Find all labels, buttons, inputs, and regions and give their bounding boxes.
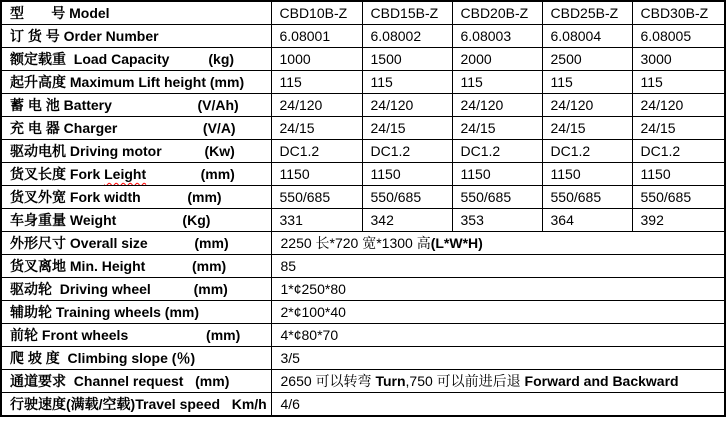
spec-value-cell: 115 <box>362 71 452 94</box>
spec-value-cell: 6.08004 <box>542 25 632 48</box>
table-row <box>1 48 725 71</box>
text-segment: 2250 长*720 宽*1300 高 <box>280 235 431 251</box>
row-label: 辅助轮 Training wheels (mm) <box>1 301 271 324</box>
spec-value-cell: 342 <box>362 209 452 232</box>
row-label: 货叉离地 Min. Height (mm) <box>1 255 271 278</box>
spec-value-cell: DC1.2 <box>271 140 362 163</box>
table-row <box>1 25 725 48</box>
spec-value-cell: 24/15 <box>452 117 542 140</box>
spec-value-cell: 550/685 <box>632 186 725 209</box>
spec-value-cell: 364 <box>542 209 632 232</box>
spec-value-cell: 1150 <box>271 163 362 186</box>
table-row <box>1 347 725 370</box>
text-segment: (mm) <box>146 166 235 182</box>
row-label: 前轮 Front wheels (mm) <box>1 324 271 347</box>
spec-value-cell: CBD25B-Z <box>542 1 632 25</box>
row-label: 外形尺寸 Overall size (mm) <box>1 232 271 255</box>
row-label: 订 货 号 Order Number <box>1 25 271 48</box>
spec-value-cell: 550/685 <box>452 186 542 209</box>
spec-value-cell: 85 <box>271 255 725 278</box>
spec-value-cell: 1150 <box>452 163 542 186</box>
table-row <box>1 393 725 417</box>
spec-value-cell: 1000 <box>271 48 362 71</box>
spec-value-cell: 3000 <box>632 48 725 71</box>
table-row <box>1 140 725 163</box>
spec-value-cell: 1150 <box>362 163 452 186</box>
spec-value-cell: 331 <box>271 209 362 232</box>
table-row <box>1 370 725 393</box>
spec-value-cell: DC1.2 <box>362 140 452 163</box>
spec-value-cell: 1150 <box>632 163 725 186</box>
table-row <box>1 71 725 94</box>
text-segment: 2650 可以转弯 <box>280 373 376 389</box>
spec-value-cell: DC1.2 <box>452 140 542 163</box>
row-label: 型 号 Model <box>1 1 271 25</box>
table-row <box>1 94 725 117</box>
spec-value-cell: 2*¢100*40 <box>271 301 725 324</box>
table-row <box>1 278 725 301</box>
row-label: 充 电 器 Charger (V/A) <box>1 117 271 140</box>
spec-value-cell <box>271 232 725 255</box>
spec-value-cell <box>271 370 725 393</box>
table-row <box>1 324 725 347</box>
spec-value-cell: DC1.2 <box>632 140 725 163</box>
spec-value-cell: 4*¢80*70 <box>271 324 725 347</box>
table-row <box>1 117 725 140</box>
table-row <box>1 1 725 25</box>
row-label: 爬 坡 度 Climbing slope (％) <box>1 347 271 370</box>
text-segment: ,750 可以前进后退 <box>405 373 525 389</box>
spec-value-cell: 4/6 <box>271 393 725 417</box>
table-row <box>1 163 725 186</box>
table-row <box>1 209 725 232</box>
row-label: 额定载重 Load Capacity (kg) <box>1 48 271 71</box>
text-segment: Forward and Backward <box>524 373 679 389</box>
spec-value-cell: 24/120 <box>542 94 632 117</box>
spec-value-cell: 24/120 <box>362 94 452 117</box>
spec-value-cell: 24/15 <box>632 117 725 140</box>
spec-value-cell: 550/685 <box>362 186 452 209</box>
spec-value-cell: DC1.2 <box>542 140 632 163</box>
spec-value-cell: 6.08005 <box>632 25 725 48</box>
spec-value-cell: 6.08001 <box>271 25 362 48</box>
spec-value-cell: 1500 <box>362 48 452 71</box>
row-label: 驱动电机 Driving motor (Kw) <box>1 140 271 163</box>
spec-value-cell: 392 <box>632 209 725 232</box>
spec-value-cell: 115 <box>632 71 725 94</box>
row-label: 蓄 电 池 Battery (V/Ah) <box>1 94 271 117</box>
table-row <box>1 255 725 278</box>
row-label: 行驶速度(满载/空载)Travel speed Km/h <box>1 393 271 417</box>
spec-value-cell: 24/120 <box>271 94 362 117</box>
table-row <box>1 232 725 255</box>
row-label: 货叉外宽 Fork width (mm) <box>1 186 271 209</box>
spec-value-cell: CBD20B-Z <box>452 1 542 25</box>
text-segment: (L*W*H) <box>430 235 483 251</box>
spec-value-cell: 24/15 <box>271 117 362 140</box>
row-label: 驱动轮 Driving wheel (mm) <box>1 278 271 301</box>
spec-value-cell: 115 <box>452 71 542 94</box>
spec-value-cell: 353 <box>452 209 542 232</box>
spec-value-cell: CBD15B-Z <box>362 1 452 25</box>
spec-value-cell: 550/685 <box>542 186 632 209</box>
spec-value-cell: 115 <box>271 71 362 94</box>
table-row <box>1 186 725 209</box>
spec-value-cell: 550/685 <box>271 186 362 209</box>
spec-value-cell: CBD30B-Z <box>632 1 725 25</box>
spec-value-cell: 24/120 <box>632 94 725 117</box>
row-label <box>1 163 271 186</box>
spec-value-cell: 6.08002 <box>362 25 452 48</box>
spec-value-cell: 1*¢250*80 <box>271 278 725 301</box>
spec-table-body <box>1 1 725 416</box>
spec-value-cell: 3/5 <box>271 347 725 370</box>
text-segment: 货叉长度 Fork <box>10 166 105 182</box>
row-label: 起升高度 Maximum Lift height (mm) <box>1 71 271 94</box>
row-label: 通道要求 Channel request (mm) <box>1 370 271 393</box>
spec-value-cell: 115 <box>542 71 632 94</box>
row-label: 车身重量 Weight (Kg) <box>1 209 271 232</box>
spec-value-cell: 6.08003 <box>452 25 542 48</box>
spec-value-cell: CBD10B-Z <box>271 1 362 25</box>
table-row <box>1 301 725 324</box>
spec-value-cell: 24/120 <box>452 94 542 117</box>
spec-value-cell: 2500 <box>542 48 632 71</box>
spec-value-cell: 2000 <box>452 48 542 71</box>
spec-value-cell: 1150 <box>542 163 632 186</box>
misspelled-word: Leight <box>104 166 147 182</box>
text-segment: Turn <box>375 373 406 389</box>
spec-value-cell: 24/15 <box>362 117 452 140</box>
spec-value-cell: 24/15 <box>542 117 632 140</box>
